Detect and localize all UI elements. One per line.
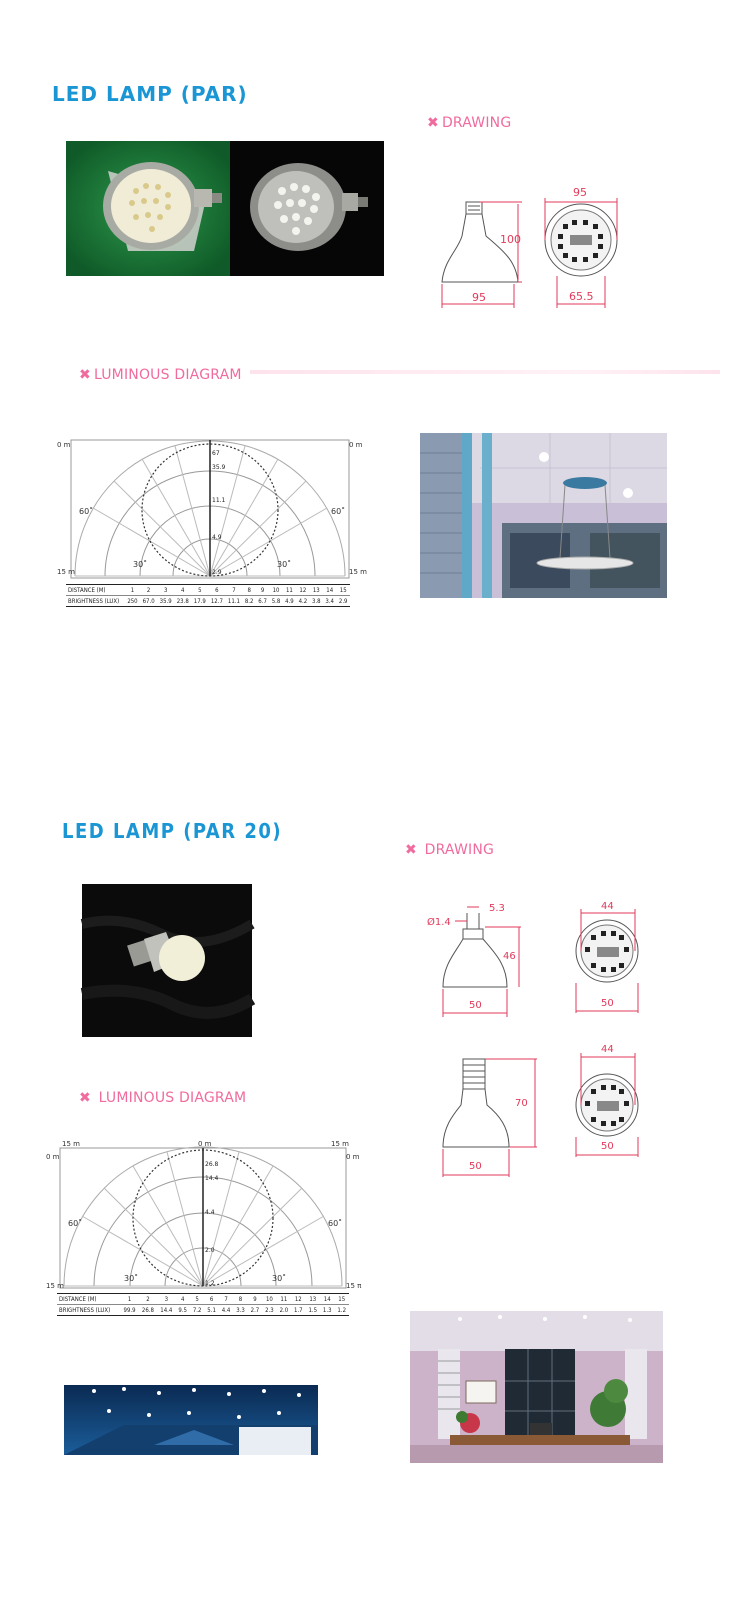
table-cell: 1	[130, 586, 135, 594]
table-cell: 15	[339, 586, 347, 594]
luminous-heading-1	[79, 367, 242, 383]
distance-label: DISTANCE	[59, 1295, 86, 1303]
table-cell: 12.7	[210, 597, 223, 605]
table-cell: 9	[260, 586, 265, 594]
table-cell: 17.9	[193, 597, 206, 605]
table-cell: 5	[195, 1295, 199, 1303]
table-cell: 6.7	[258, 597, 267, 605]
polar2-left-0: 0 m	[46, 1153, 60, 1161]
center2-value-2: 14.4	[205, 1175, 219, 1182]
table-cell: 13	[312, 586, 320, 594]
luminous-polar-diagram-1	[55, 436, 365, 584]
table-cell: 1.3	[322, 1306, 332, 1314]
brightness-table-1	[66, 584, 350, 607]
luminous-heading-2	[79, 1090, 246, 1106]
center-value-5: 2.9	[212, 569, 222, 576]
dim-base-width: 95	[472, 291, 486, 304]
brightness-unit: (LUX)	[95, 1306, 111, 1314]
luminous-polar-diagram-2	[44, 1138, 362, 1294]
table-cell: 1	[127, 1295, 132, 1303]
polar2-center-top: 0 m	[198, 1140, 212, 1148]
table-cell: 3	[163, 586, 168, 594]
table-cell: 6	[209, 1295, 214, 1303]
table-cell: 8	[247, 586, 251, 594]
angle2-30-right: 30˚	[272, 1274, 287, 1283]
table-cell: 13	[309, 1295, 317, 1303]
table-cell: 250	[127, 597, 138, 605]
dim-pin-gap: 5.3	[489, 903, 505, 914]
table-cell: 6	[215, 586, 219, 594]
table-row-distance	[57, 1294, 349, 1305]
dim-height-b: 70	[515, 1098, 528, 1109]
dim-top-width: 95	[573, 186, 587, 199]
polar-right-top: 0 m	[349, 441, 363, 449]
dim-base-front-a: 50	[601, 998, 614, 1009]
par-lamp-photo-black	[230, 141, 384, 276]
table-cell: 4	[181, 586, 185, 594]
table-cell: 4.2	[298, 597, 308, 605]
angle2-30-left: 30˚	[124, 1274, 139, 1283]
table-row-brightness	[66, 596, 350, 607]
drawing-heading-label: DRAWING	[441, 115, 512, 131]
row-label	[66, 585, 125, 596]
par20-dimension-drawings	[425, 895, 650, 1185]
cross-icon: ✖	[427, 115, 439, 131]
table-cell: 2	[146, 586, 151, 594]
table-cell: 26.8	[141, 1306, 154, 1314]
table-cell: 10	[265, 1295, 273, 1303]
table-cell: 23.8	[176, 597, 189, 605]
table-cell: 5.1	[207, 1306, 216, 1314]
dim-height: 100	[500, 233, 521, 246]
table-cell: 1.2	[337, 1306, 347, 1314]
center2-value-3: 4.4	[205, 1209, 215, 1216]
polar-left-bottom: 15 m	[57, 568, 75, 576]
table-cell: 4.9	[285, 597, 294, 605]
executive-office-photo	[410, 1311, 663, 1463]
table-cell: 7	[224, 1295, 228, 1303]
par20-lamp-photo	[82, 884, 252, 1037]
angle-30-right: 30˚	[277, 560, 292, 569]
table-row-distance	[66, 585, 350, 596]
table-cell: 35.9	[159, 597, 172, 605]
luminous-heading-label: LUMINOUS DIAGRAM	[98, 1090, 247, 1106]
center2-value-4: 2.0	[205, 1247, 215, 1254]
table-cell: 7.2	[192, 1306, 202, 1314]
drawing-heading-label: DRAWING	[424, 842, 495, 858]
brightness-label: BRIGHTNESS	[68, 597, 103, 605]
polar2-right-0: 0 m	[346, 1153, 360, 1161]
angle-60-right: 60˚	[331, 507, 346, 516]
center2-value-5: 1.2	[205, 1280, 215, 1287]
table-cell: 11	[286, 586, 293, 594]
table-cell: 11.1	[227, 597, 240, 605]
pink-divider	[250, 370, 720, 374]
brightness-unit: (LUX)	[104, 597, 120, 605]
table-cell: 14.4	[160, 1306, 173, 1314]
table-cell: 14	[323, 1295, 331, 1303]
center-value-2: 35.9	[212, 464, 226, 471]
table-cell: 10	[272, 586, 280, 594]
row-label	[66, 596, 125, 607]
distance-unit: (M)	[87, 1295, 97, 1303]
polar2-left-top: 15 m	[62, 1140, 80, 1148]
table-cell: 9.5	[178, 1306, 187, 1314]
distance-unit: (M)	[96, 586, 106, 594]
dim-base-a: 50	[469, 1000, 482, 1011]
table-row-brightness	[57, 1305, 349, 1316]
cross-icon: ✖	[79, 367, 91, 383]
table-cell: 3	[164, 1295, 168, 1303]
polar-right-bottom: 15 m	[349, 568, 367, 576]
table-cell: 4	[180, 1295, 185, 1303]
brightness-table-2	[57, 1293, 349, 1316]
table-cell: 67.0	[142, 597, 155, 605]
center-value-4: 4.9	[212, 534, 222, 541]
dim-pin-diameter: Ø1.4	[427, 917, 451, 928]
table-cell: 1.5	[308, 1306, 318, 1314]
dim-height-a: 46	[503, 951, 516, 962]
table-cell: 9	[253, 1295, 257, 1303]
drawing-heading-1	[427, 115, 511, 131]
table-cell: 2.9	[338, 597, 348, 605]
center2-value-1: 26.8	[205, 1161, 219, 1168]
polar-left-top: 0 m	[57, 441, 71, 449]
dim-base-b: 50	[469, 1161, 482, 1172]
table-cell: 11	[280, 1295, 288, 1303]
table-cell: 4.4	[221, 1306, 231, 1314]
polar2-left-bottom: 15 m	[46, 1282, 64, 1290]
table-cell: 15	[338, 1295, 346, 1303]
section2-title: LED LAMP (PAR 20)	[62, 819, 283, 843]
table-cell: 12	[299, 586, 307, 594]
section1-title: LED LAMP (PAR)	[52, 82, 248, 106]
angle-60-left: 60˚	[79, 507, 94, 516]
table-cell: 8	[238, 1295, 243, 1303]
table-cell: 2.3	[265, 1306, 274, 1314]
table-cell: 8.2	[244, 597, 254, 605]
table-cell: 5	[198, 586, 202, 594]
table-cell: 99.9	[123, 1306, 136, 1314]
center-value-3: 11.1	[212, 497, 226, 504]
row-label	[57, 1294, 120, 1305]
angle2-60-right: 60˚	[328, 1219, 343, 1228]
dim-inner: 65.5	[569, 290, 594, 303]
table-cell: 1.7	[294, 1306, 303, 1314]
table-cell: 7	[232, 586, 236, 594]
dim-top-width-b: 44	[601, 1044, 614, 1055]
brightness-label: BRIGHTNESS	[59, 1306, 94, 1314]
drawing-heading-2	[405, 842, 494, 858]
row-label	[57, 1305, 120, 1316]
conference-room-photo	[64, 1385, 318, 1455]
dim-base-front-b: 50	[601, 1141, 614, 1152]
table-cell: 12	[294, 1295, 302, 1303]
table-cell: 2.0	[279, 1306, 289, 1314]
polar2-right-bottom: 15 π	[346, 1282, 362, 1290]
distance-label: DISTANCE	[68, 586, 95, 594]
par-dimension-drawing	[430, 180, 640, 315]
table-cell: 2.7	[250, 1306, 260, 1314]
office-interior-photo	[420, 433, 667, 598]
polar2-right-top: 15 m	[331, 1140, 349, 1148]
table-cell: 3.3	[236, 1306, 245, 1314]
table-cell: 5.8	[271, 597, 281, 605]
angle2-60-left: 60˚	[68, 1219, 83, 1228]
table-cell: 3.8	[311, 597, 321, 605]
table-cell: 2	[146, 1295, 150, 1303]
table-cell: 3.4	[325, 597, 334, 605]
luminous-heading-label: LUMINOUS DIAGRAM	[93, 367, 242, 383]
cross-icon: ✖	[79, 1090, 91, 1106]
table-cell: 14	[326, 586, 334, 594]
center-value-1: 67	[212, 450, 220, 457]
cross-icon: ✖	[405, 842, 417, 858]
dim-top-width-a: 44	[601, 901, 614, 912]
par-lamp-photo-green	[66, 141, 230, 276]
angle-30-left: 30˚	[133, 560, 148, 569]
